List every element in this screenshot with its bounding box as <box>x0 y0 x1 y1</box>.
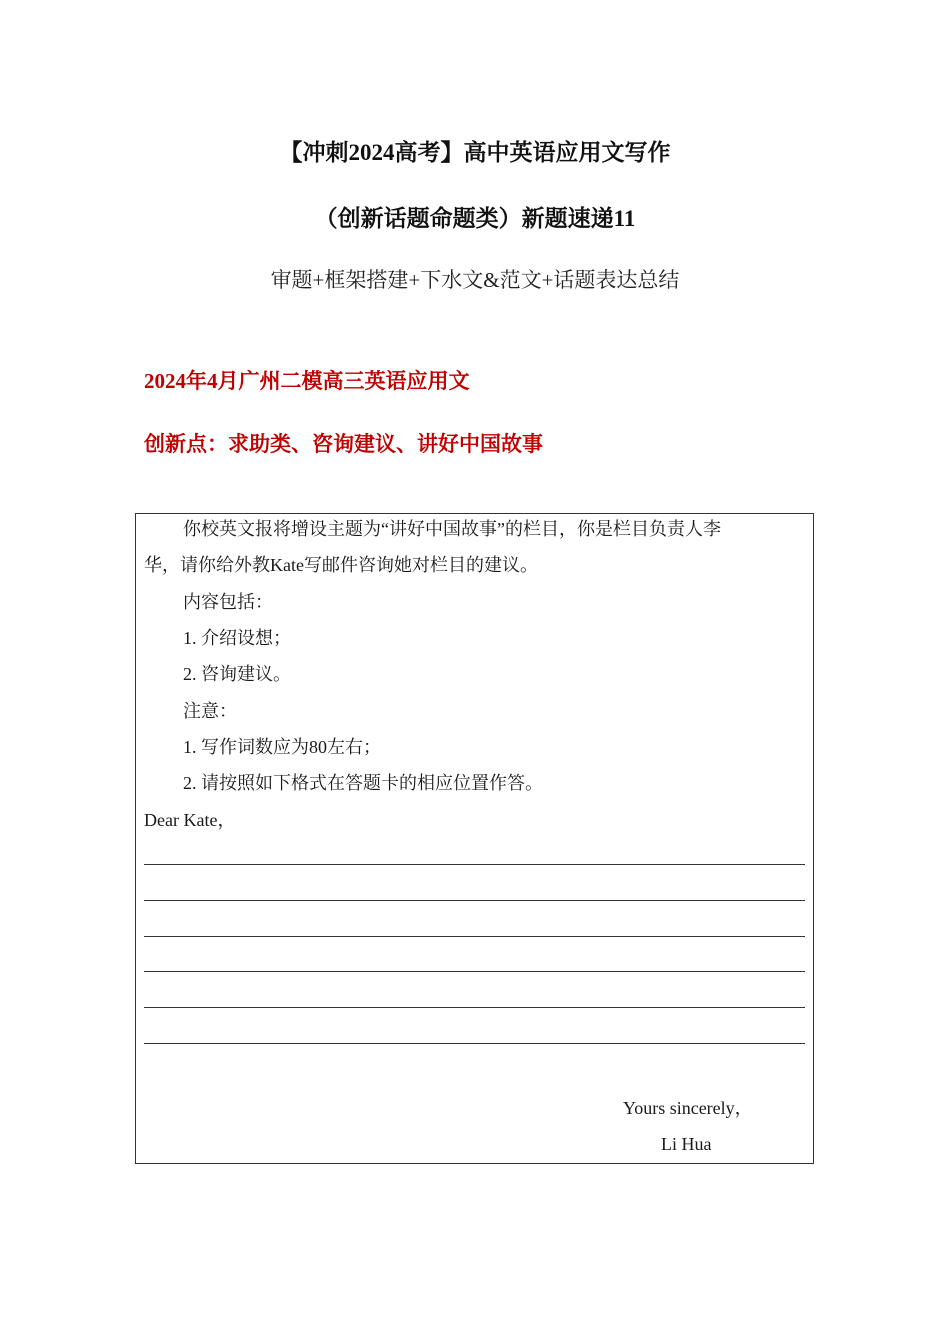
answer-line <box>144 900 805 901</box>
content-label: 内容包括： <box>183 592 273 612</box>
answer-line <box>144 864 805 865</box>
task-intro-line1: 你校英文报将增设主题为“讲好中国故事”的栏目，你是栏目负责人李 <box>183 519 721 539</box>
innovation-points: 创新点：求助类、咨询建议、讲好中国故事 <box>144 432 543 456</box>
document-subtitle: 审题+框架搭建+下水文&范文+话题表达总结 <box>270 268 680 292</box>
task-intro-line2: 华，请你给外教Kate写邮件咨询她对栏目的建议。 <box>144 555 538 575</box>
letter-signature: Li Hua <box>661 1134 712 1154</box>
answer-line <box>144 971 805 972</box>
note-item: 2. 请按照如下格式在答题卡的相应位置作答。 <box>183 773 543 793</box>
letter-closing: Yours sincerely， <box>623 1098 753 1118</box>
notes-label: 注意： <box>183 701 237 721</box>
content-item: 2. 咨询建议。 <box>183 664 291 684</box>
section-heading: 2024年4月广州二模高三英语应用文 <box>144 369 470 393</box>
document-title-line2: （创新话题命题类）新题速递11 <box>314 206 636 231</box>
answer-line <box>144 1043 805 1044</box>
answer-line <box>144 1007 805 1008</box>
letter-greeting: Dear Kate， <box>144 810 236 830</box>
content-item: 1. 介绍设想； <box>183 628 291 648</box>
note-item: 1. 写作词数应为80左右； <box>183 737 381 757</box>
writing-task-box <box>135 513 814 1164</box>
answer-line <box>144 936 805 937</box>
document-title-line1: 【冲刺2024高考】高中英语应用文写作 <box>279 140 671 165</box>
